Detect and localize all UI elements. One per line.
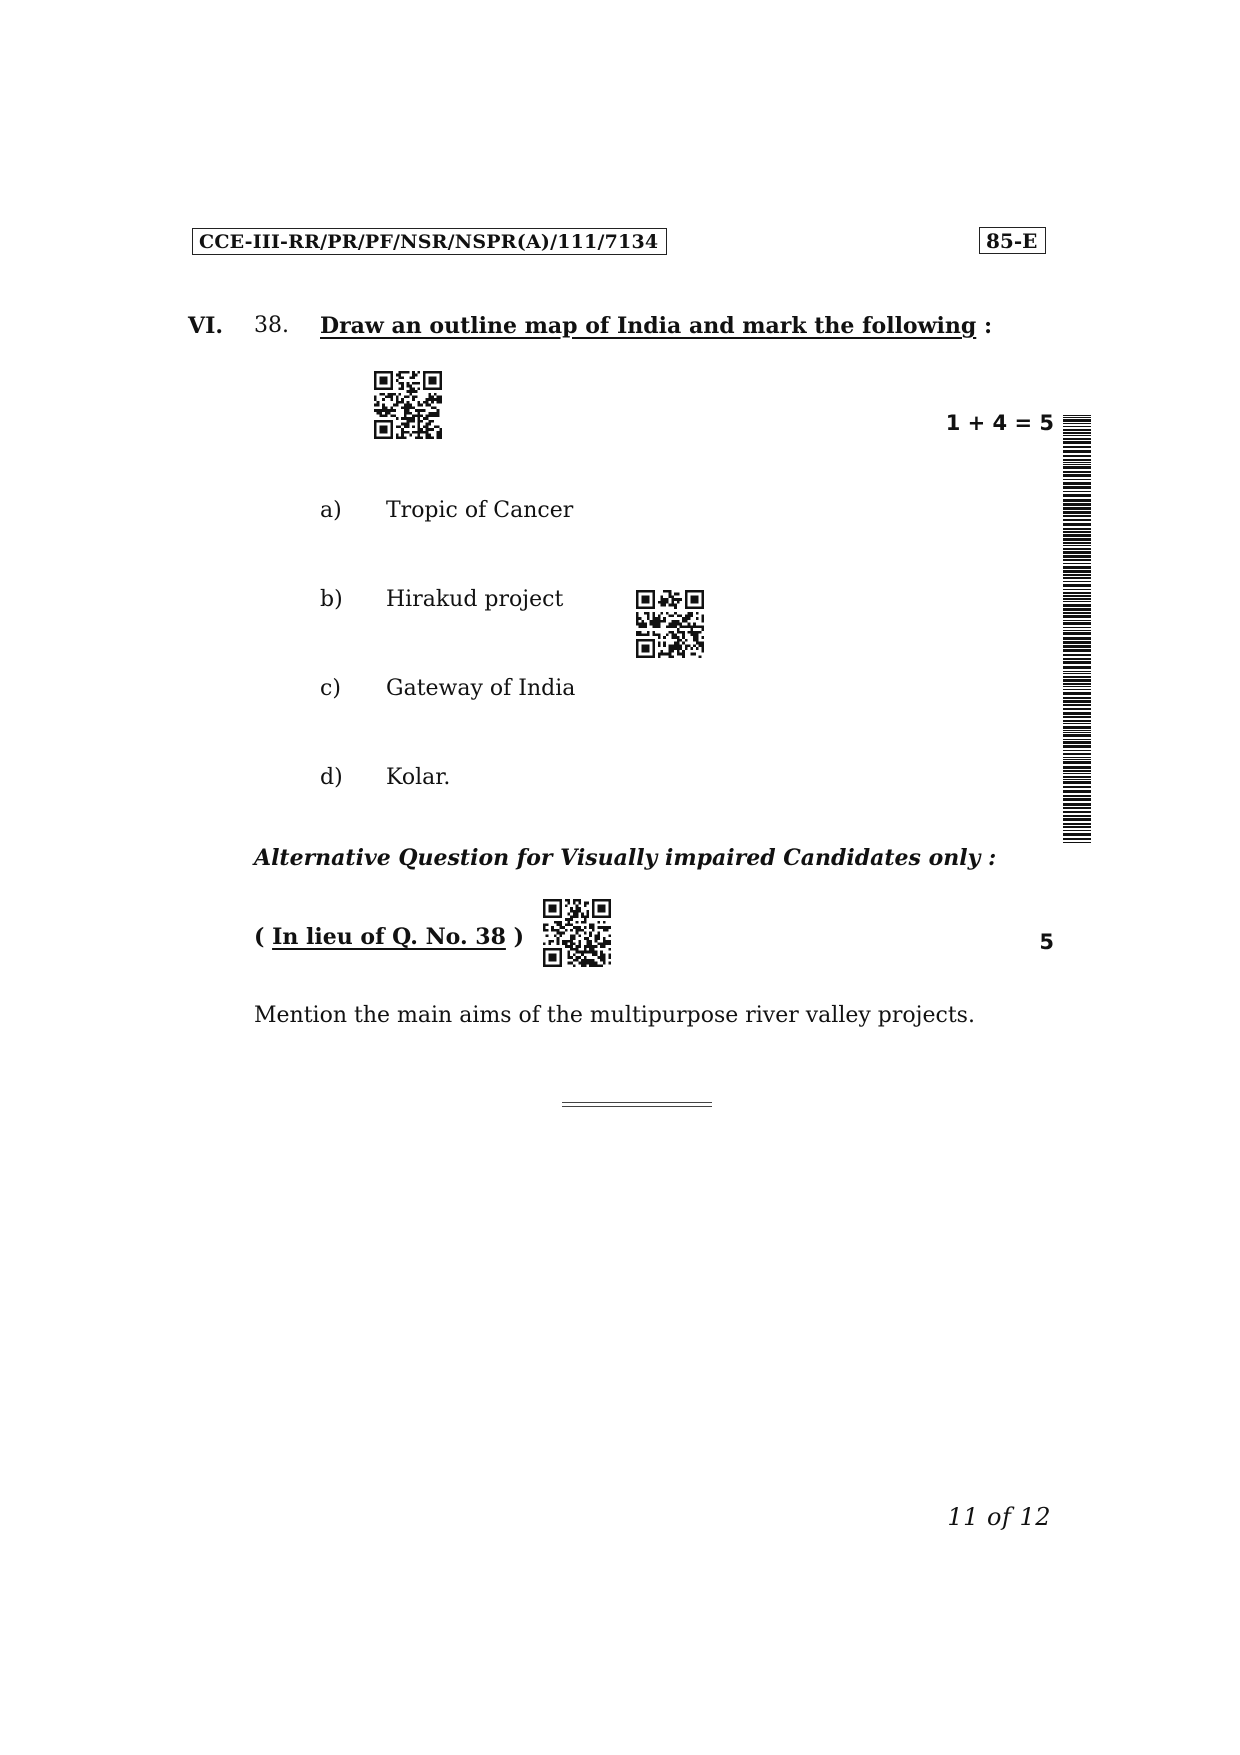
in-lieu-note xyxy=(254,924,524,950)
item-label-c: c) xyxy=(320,676,341,701)
section-number: VI. xyxy=(188,313,224,339)
question-text-main: Draw an outline map of India and mark the following xyxy=(320,313,977,339)
question-text xyxy=(320,313,992,339)
qr-code-icon xyxy=(543,899,611,967)
alternative-marks: 5 xyxy=(1039,930,1054,954)
question-paper-code: CCE-III-RR/PR/PF/NSR/NSPR(A)/111/7134 xyxy=(192,228,667,255)
alternative-question-text: Mention the main aims of the multipurpose river valley projects. xyxy=(254,1003,975,1028)
in-lieu-close: ) xyxy=(505,924,524,950)
alternative-question-heading: Alternative Question for Visually impaired Candidates only : xyxy=(254,845,997,871)
page-number: 11 of 12 xyxy=(947,1503,1051,1531)
paper-code-badge: 85-E xyxy=(979,227,1046,254)
barcode-icon xyxy=(1063,415,1091,843)
in-lieu-open: ( xyxy=(254,924,273,950)
end-rule xyxy=(562,1102,712,1107)
question-number: 38. xyxy=(254,313,289,338)
item-text-d: Kolar. xyxy=(386,765,451,790)
in-lieu-text: In lieu of Q. No. 38 xyxy=(272,924,506,950)
question-text-suffix: : xyxy=(976,313,993,339)
item-label-a: a) xyxy=(320,498,342,523)
item-label-d: d) xyxy=(320,765,343,790)
qr-code-icon xyxy=(636,590,704,658)
item-text-b: Hirakud project xyxy=(386,587,564,612)
item-text-a: Tropic of Cancer xyxy=(386,498,574,523)
item-text-c: Gateway of India xyxy=(386,676,576,701)
qr-code-icon xyxy=(374,371,442,439)
question-marks: 1 + 4 = 5 xyxy=(945,411,1054,435)
item-label-b: b) xyxy=(320,587,343,612)
